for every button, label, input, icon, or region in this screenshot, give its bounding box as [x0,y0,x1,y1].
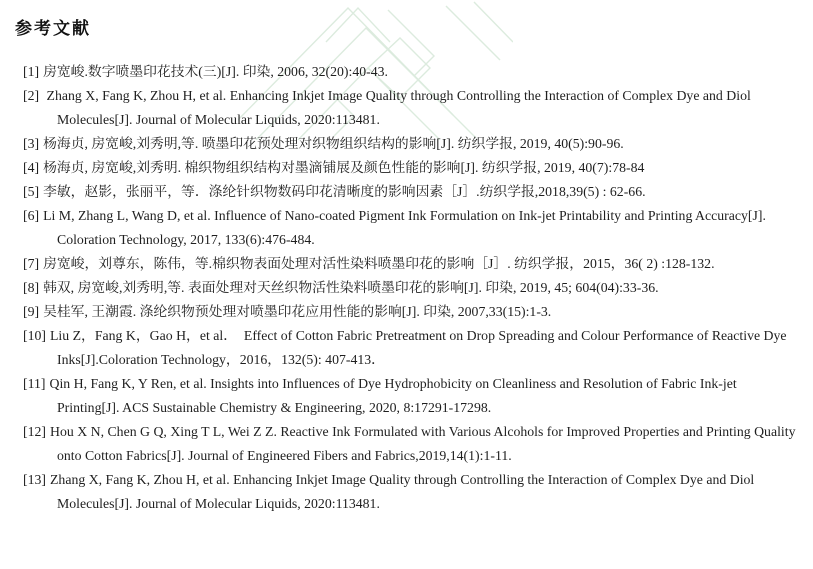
reference-text: Hou X N, Chen G Q, Xing T L, Wei Z Z. Reactive Ink Formulated with Various Alcohols for Improved Properties and Printing Quality onto Cotton Fabrics[J]. Journal of Engineered Fibers and Fabrics,2019,14(1):1-11. [50,424,799,463]
reference-item [23,300,797,324]
reference-text: 李敏，赵影，张丽平，等．涤纶针织物数码印花清晰度的影响因素［J］.纺织学报,2018,39(5) : 62-66. [43,184,646,199]
reference-number: [5] [23,184,40,199]
reference-number: [9] [23,304,40,319]
reference-text: Liu Z，Fang K，Gao H，et al． Effect of Cotton Fabric Pretreatment on Drop Spreading and Colour Performance of Reactive Dye Inks[J].Coloration Technology，2016，132(5): 407-413． [50,328,790,367]
reference-number: [13] [23,472,46,487]
reference-number: [7] [23,256,40,271]
reference-item [23,84,797,132]
reference-number: [12] [23,424,46,439]
reference-number: [10] [23,328,46,343]
reference-item [23,276,797,300]
reference-number: [6] [23,208,40,223]
reference-text: 杨海贞, 房宽峻,刘秀明,等. 喷墨印花预处理对织物组织结构的影响[J]. 纺织学报, 2019, 40(5):90-96. [43,136,624,151]
reference-text: 房宽峻，刘尊东，陈伟，等.棉织物表面处理对活性染料喷墨印花的影响［J］. 纺织学报，2015，36( 2) :128-132. [43,256,715,271]
reference-item [23,156,797,180]
reference-number: [1] [23,64,40,79]
page-title: 参考文献 [15,19,91,38]
reference-number: [8] [23,280,40,295]
reference-item [23,204,797,252]
reference-item [23,60,797,84]
reference-text: Li M, Zhang L, Wang D, et al. Influence of Nano-coated Pigment Ink Formulation on Ink-jet Printability and Printing Accuracy[J]. Coloration Technology, 2017, 133(6):476-484. [43,208,770,247]
reference-item [23,132,797,156]
reference-item [23,180,797,204]
reference-text: 杨海贞, 房宽峻,刘秀明. 棉织物组织结构对墨滴铺展及颜色性能的影响[J]. 纺织学报, 2019, 40(7):78-84 [43,160,645,175]
reference-item [23,252,797,276]
reference-item [23,420,797,468]
reference-text: 房宽峻.数字喷墨印花技术(三)[J]. 印染, 2006, 32(20):40-43. [43,64,388,79]
reference-number: [2] [23,88,40,103]
reference-text: Zhang X, Fang K, Zhou H, et al. Enhancing Inkjet Image Quality through Controlling the Interaction of Complex Dye and Diol Molecules[J]. Journal of Molecular Liquids, 2020:113481. [50,472,758,511]
reference-list [15,60,797,516]
reference-item [23,468,797,516]
reference-number: [3] [23,136,40,151]
reference-item [23,372,797,420]
reference-number: [4] [23,160,40,175]
reference-text: Zhang X, Fang K, Zhou H, et al. Enhancing Inkjet Image Quality through Controlling the Interaction of Complex Dye and Diol Molecules[J]. Journal of Molecular Liquids, 2020:113481. [43,88,755,127]
reference-text: Qin H, Fang K, Y Ren, et al. Insights into Influences of Dye Hydrophobicity on Cleanliness and Resolution of Fabric Ink-jet Printing[J]. ACS Sustainable Chemistry & Engineering, 2020, 8:17291-17298. [49,376,741,415]
reference-item [23,324,797,372]
reference-text: 韩双, 房宽峻,刘秀明,等. 表面处理对天丝织物活性染料喷墨印花的影响[J]. 印染, 2019, 45; 604(04):33-36. [43,280,659,295]
reference-number: [11] [23,376,46,391]
reference-text: 吴桂军, 王潮霞. 涤纶织物预处理对喷墨印花应用性能的影响[J]. 印染, 2007,33(15):1-3. [43,304,552,319]
